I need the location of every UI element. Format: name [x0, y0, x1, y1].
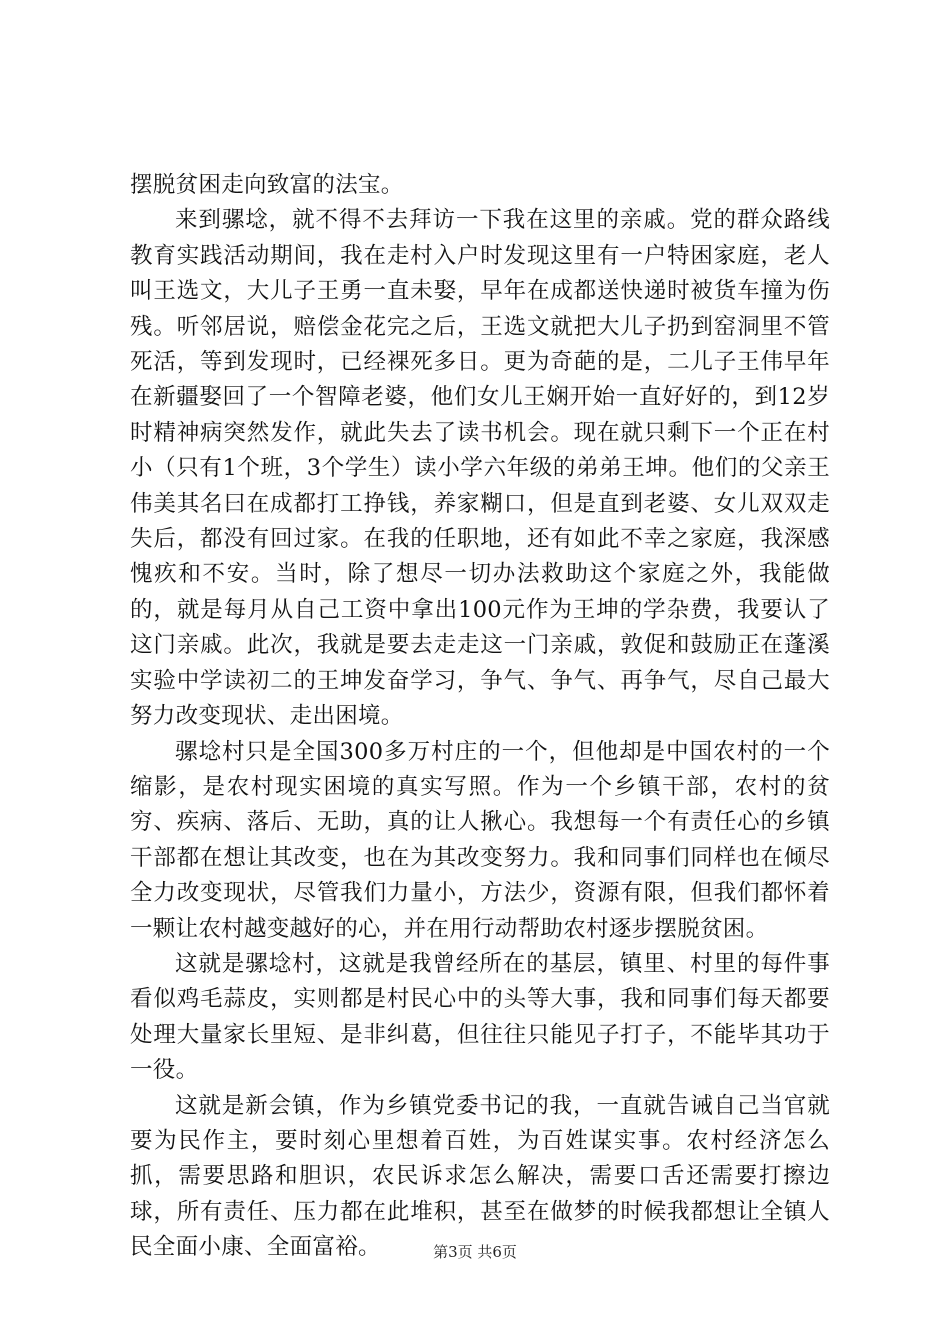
paragraph-4: 这就是骡埝村，这就是我曾经所在的基层，镇里、村里的每件事看似鸡毛蒜皮，实则都是村民心中的头等大事，我和同事们每天都要处理大量家长里短、是非纠葛，但往往只能见子打子，不能毕其功于一役。 [130, 950, 830, 1084]
paragraph-5: 这就是新会镇，作为乡镇党委书记的我，一直就告诫自己当官就要为民作主，要时刻心里想着百姓，为百姓谋实事。农村经济怎么抓，需要思路和胆识，农民诉求怎么解决，需要口舌还需要打擦边球，所有责任、压力都在此堆积，甚至在做梦的时候我都想让全镇人民全面小康、全面富裕。 [130, 1092, 830, 1261]
paragraph-3: 骡埝村只是全国300多万村庄的一个，但他却是中国农村的一个缩影，是农村现实困境的真实写照。作为一个乡镇干部，农村的贫穷、疾病、落后、无助，真的让人揪心。我想每一个有责任心的乡镇干部都在想让其改变，也在为其改变努力。我和同事们同样也在倾尽全力改变现状，尽管我们力量小，方法少，资源有限，但我们都怀着一颗让农村越变越好的心，并在用行动帮助农村逐步摆脱贫困。 [130, 738, 830, 942]
paragraph-1: 摆脱贫困走向致富的法宝。 [130, 172, 404, 198]
document-body [130, 168, 830, 1266]
paragraph-2: 来到骡埝，就不得不去拜访一下我在这里的亲戚。党的群众路线教育实践活动期间，我在走村入户时发现这里有一户特困家庭，老人叫王选文，大儿子王勇一直未娶，早年在成都送快递时被货车撞为伤残。听邻居说，赔偿金花完之后，王选文就把大儿子扔到窑洞里不管死活，等到发现时，已经裸死多日。更为奇葩的是，二儿子王伟早年在新疆娶回了一个智障老婆，他们女儿王娴开始一直好好的，到12岁时精神病突然发作，就此失去了读书机会。现在就只剩下一个正在村小（只有1个班，3个学生）读小学六年级的弟弟王坤。他们的父亲王伟美其名曰在成都打工挣钱，养家糊口，但是直到老婆、女儿双双走失后，都没有回过家。在我的任职地，还有如此不幸之家庭，我深感愧疚和不安。当时，除了想尽一切办法救助这个家庭之外，我能做的，就是每月从自己工资中拿出100元作为王坤的学杂费，我要认了这门亲戚。此次，我就是要去走走这一门亲戚，敦促和鼓励正在蓬溪实验中学读初二的王坤发奋学习，争气、争气、再争气，尽自己最大努力改变现状、走出困境。 [130, 207, 830, 730]
page-number-footer: 第3页 共6页 [433, 1243, 517, 1261]
